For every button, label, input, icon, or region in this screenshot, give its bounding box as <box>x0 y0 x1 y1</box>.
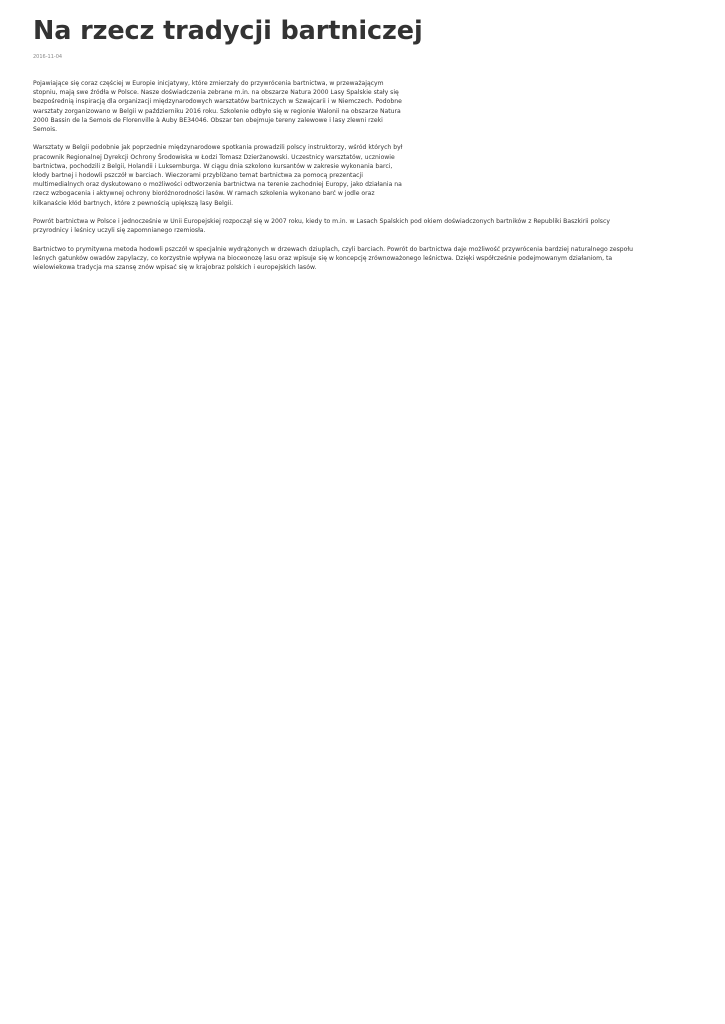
article <box>33 14 639 281</box>
article-paragraph: Pojawiające się coraz częściej w Europie inicjatywy, które zmierzały do przywrócenia bartnictwa, w przeważającym stopniu, mają swe źródła w Polsce. Nasze doświadczenia zebrane m.in. na obszarze Natura 2000 Lasy Spalskie stały się bezpośrednią inspiracją dla organizacji międzynarodowych warsztatów bartniczych w Szwajcarii i w Niemczech. Podobne warsztaty zorganizowano w Belgii w październiku 2016 roku. Szkolenie odbyło się w regionie Walonii na obszarze Natura 2000 Bassin de la Semois de Florenville à Auby BE34046. Obszar ten obejmuje tereny zalewowe i lasy zlewni rzeki Semois. <box>33 80 402 134</box>
publish-date: 2016-11-04 <box>33 54 63 60</box>
article-paragraph: Warsztaty w Belgii podobnie jak poprzednie międzynarodowe spotkania prowadzili polscy instruktorzy, wśród których był pracownik Regionalnej Dyrekcji Ochrony Środowiska w Łodzi Tomasz Dzierżanowski. Uczestnicy warsztatów, uczniowie bartnictwa, pochodzili z Belgii, Holandii i Luksemburga. W ciągu dnia szkolono kursantów w zakresie wykonania barci, kłody bartnej i hodowli pszczół w barciach. Wieczorami przybliżano temat bartnictwa za pomocą prezentacji multimedialnych oraz dyskutowano o możliwości odtworzenia bartnictwa na terenie zachodniej Europy, jako działania na rzecz wzbogacenia i aktywnej ochrony bioróżnorodności lasów. W ramach szkolenia wykonano barć w jodle oraz kilkanaście kłód bartnych, które z pewnością upiększą lasy Belgii. <box>33 144 403 207</box>
page-title: Na rzecz tradycji bartniczej <box>33 16 423 46</box>
article-paragraph: Bartnictwo to prymitywna metoda hodowli pszczół w specjalnie wydrążonych w drzewach dziuplach, czyli barciach. Powrót do bartnictwa daje możliwość przywrócenia bardziej naturalnego zespołu leśnych gatunków owadów zapylaczy, co korzystnie wpływa na bioceonozę lasu oraz wpisuje się w koncepcję zrównoważonego leśnictwa. Dzięki współcześnie podejmowanym działaniom, ta wielowiekowa tradycja ma szansę znów wpisać się w krajobraz polskich i europejskich lasów. <box>33 245 633 272</box>
article-body <box>33 79 639 272</box>
article-paragraph: Powrót bartnictwa w Polsce i jednocześnie w Unii Europejskiej rozpoczął się w 2007 roku, kiedy to m.in. w Lasach Spalskich pod okiem doświadczonych bartników z Republiki Baszkirii polscy przyrodnicy i leśnicy uczyli się zapomnianego rzemiosła. <box>33 218 610 235</box>
